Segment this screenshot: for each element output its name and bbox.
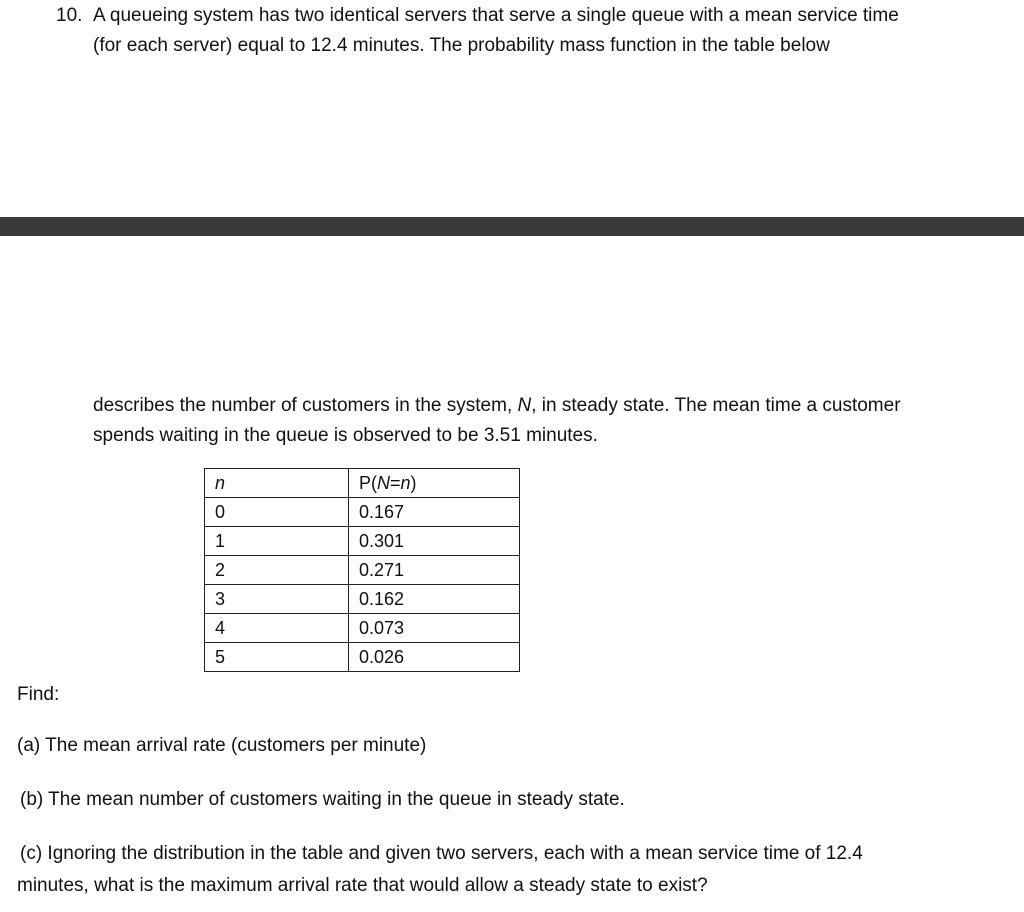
question-c-line-1: (c) Ignoring the distribution in the table and given two servers, each with a mean service time of 12.4 [20,843,863,864]
problem-continuation-line-1 [93,394,901,418]
cell-probability: 0.073 [349,614,520,643]
question-b: (b) The mean number of customers waiting in the queue in steady state. [20,789,625,810]
header-p-var-n: n [400,473,411,493]
table-row [205,498,520,527]
problem-continuation-line-2: spends waiting in the queue is observed to be 3.51 minutes. [93,425,598,446]
problem-number: 10. [56,5,83,26]
cell-n: 4 [205,614,349,643]
page-divider-bar [0,217,1024,236]
header-n: n [205,469,349,498]
header-probability [349,469,520,498]
cell-probability: 0.301 [349,527,520,556]
cell-n: 3 [205,585,349,614]
header-p-equals: = [390,473,401,493]
cell-probability: 0.167 [349,498,520,527]
cell-probability: 0.026 [349,643,520,672]
header-p-var-N: N [377,473,390,493]
problem-intro-line-1: A queueing system has two identical servers that serve a single queue with a mean service time [93,5,899,26]
table-row [205,643,520,672]
pmf-table [204,468,520,672]
header-p-post: ) [410,473,417,493]
continuation-text-post: , in steady state. The mean time a customer [531,395,901,416]
continuation-text-pre: describes the number of customers in the system, [93,395,518,416]
table-row [205,614,520,643]
table-row [205,585,520,614]
find-label: Find: [17,684,60,705]
cell-n: 5 [205,643,349,672]
cell-n: 1 [205,527,349,556]
variable-N: N [517,395,532,416]
question-a: (a) The mean arrival rate (customers per minute) [17,735,427,756]
cell-n: 0 [205,498,349,527]
table-row [205,556,520,585]
cell-probability: 0.162 [349,585,520,614]
table-header-row [205,469,520,498]
cell-probability: 0.271 [349,556,520,585]
question-c-line-2: minutes, what is the maximum arrival rate that would allow a steady state to exist? [17,875,708,896]
problem-intro-line-2: (for each server) equal to 12.4 minutes. The probability mass function in the table below [93,35,830,56]
cell-n: 2 [205,556,349,585]
header-p-pre: P( [359,473,377,493]
table-row [205,527,520,556]
